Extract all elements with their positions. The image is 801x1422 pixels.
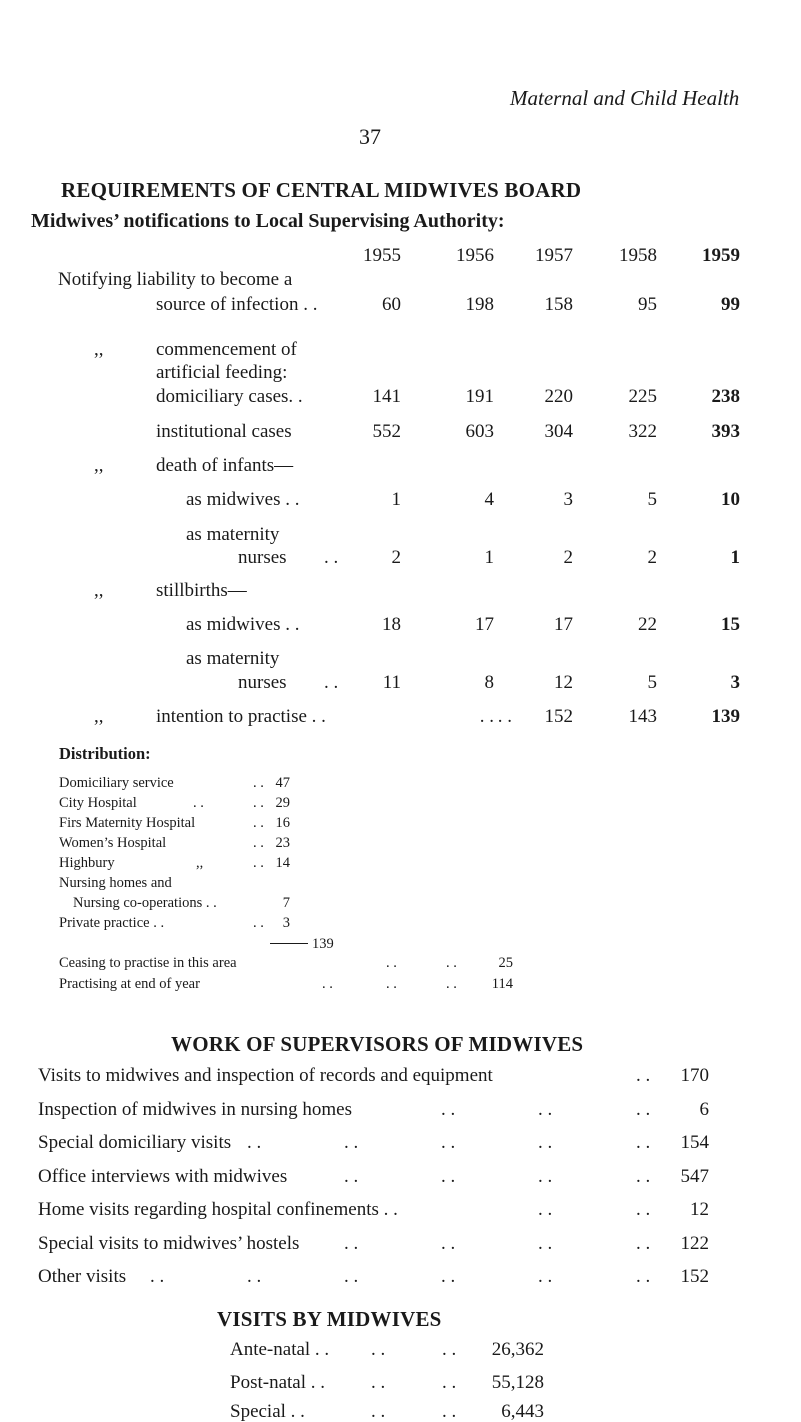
cell: 2 — [391, 547, 401, 568]
cell: 322 — [628, 421, 657, 442]
year-1955: 1955 — [363, 245, 401, 266]
leader-dots: . . — [324, 547, 339, 568]
leader-dots: . . — [247, 1266, 262, 1287]
section1-title: REQUIREMENTS OF CENTRAL MIDWIVES BOARD — [61, 178, 582, 202]
table-row-value: 122 — [680, 1233, 709, 1254]
table-row-label: Ante-natal . . — [230, 1339, 330, 1360]
leader-dots: . . — [446, 976, 457, 992]
cell: 95 — [638, 294, 657, 315]
table-row-value: 55,128 — [491, 1372, 544, 1393]
year-1957: 1957 — [535, 245, 573, 266]
table-row-value: 26,362 — [491, 1339, 544, 1360]
leader-dots: . . — [324, 672, 339, 693]
leader-dots: . . — [441, 1166, 456, 1187]
leader-dots: . . — [441, 1233, 456, 1254]
table-row-label: Other visits — [38, 1266, 127, 1287]
cell: 141 — [372, 386, 401, 407]
cell: 225 — [628, 386, 657, 407]
ditto-mark: ,, — [94, 706, 104, 727]
row-prefix: as maternity — [186, 648, 280, 669]
leader-dots: . . — [344, 1266, 359, 1287]
list-item-label: Nursing co-operations . . — [73, 895, 217, 911]
list-item-label: Domiciliary service — [59, 775, 174, 791]
leader-dots: . . — [253, 775, 264, 791]
cell: 603 — [465, 421, 494, 442]
list-item-label: Highbury — [59, 855, 115, 871]
leader-dots: . . — [442, 1401, 457, 1422]
cell: 139 — [711, 706, 740, 727]
practising-label: Practising at end of year — [59, 976, 200, 992]
leader-dots: . . — [386, 955, 397, 971]
leader-dots: . . — [442, 1339, 457, 1360]
row-label: intention to practise . . — [156, 706, 326, 727]
table-row-value: 547 — [680, 1166, 709, 1187]
cell: 22 — [638, 614, 657, 635]
cell: 152 — [544, 706, 573, 727]
cell: 5 — [647, 672, 657, 693]
leader-dots: . . — [150, 1266, 165, 1287]
list-item-label: Firs Maternity Hospital — [59, 815, 196, 831]
table-row-label: Special . . — [230, 1401, 305, 1422]
ditto-mark: ,, — [94, 455, 104, 476]
table-row-label: Home visits regarding hospital confinements . . — [38, 1199, 398, 1220]
leader-dots: . . — [538, 1266, 553, 1287]
year-1958: 1958 — [619, 245, 657, 266]
leader-dots: . . — [636, 1199, 651, 1220]
leader-dots: . . — [371, 1401, 386, 1422]
leader-dots: . . — [441, 1099, 456, 1120]
table-row-value: 12 — [690, 1199, 709, 1220]
row-label: institutional cases — [156, 421, 292, 442]
list-item-value: 23 — [275, 835, 290, 851]
cell: 220 — [544, 386, 573, 407]
cell: 552 — [372, 421, 401, 442]
leader-dots: . . — [538, 1132, 553, 1153]
table-row-value: 6,443 — [501, 1401, 544, 1422]
table-row-value: 152 — [680, 1266, 709, 1287]
leader-dots: . . — [253, 855, 264, 871]
ditto-mark: ,, — [94, 580, 104, 601]
table-row-label: Inspection of midwives in nursing homes — [38, 1099, 352, 1120]
practising-value: 114 — [491, 976, 513, 992]
list-item-value: 29 — [275, 795, 290, 811]
cell: 158 — [544, 294, 573, 315]
section2-title: WORK OF SUPERVISORS OF MIDWIVES — [171, 1032, 584, 1056]
list-item-label: Women’s Hospital — [59, 835, 167, 851]
leader-dots: . . — [636, 1099, 651, 1120]
table-row-label: Special visits to midwives’ hostels — [38, 1233, 300, 1254]
leader-dots: . . — [253, 915, 264, 931]
total-rule — [270, 943, 308, 944]
leader-dots: . . — [441, 1266, 456, 1287]
cell: 60 — [382, 294, 401, 315]
cell: 12 — [554, 672, 573, 693]
list-item-label: City Hospital — [59, 795, 137, 811]
cell: 1 — [730, 547, 740, 568]
distribution-title: Distribution: — [59, 744, 151, 763]
leader-dots: . . — [344, 1132, 359, 1153]
table-row-value: 154 — [680, 1132, 709, 1153]
row-label: domiciliary cases. . — [156, 386, 303, 407]
leader-dots: . . — [636, 1233, 651, 1254]
section1-subtitle: Midwives’ notifications to Local Supervising Authority: — [31, 210, 505, 232]
leader-dots: . . — [247, 1132, 262, 1153]
leader-dots: . . — [322, 976, 333, 992]
cell: 10 — [721, 489, 740, 510]
leader-dots: . . — [371, 1372, 386, 1393]
list-item-value: 3 — [282, 915, 290, 931]
leader-dots: . . — [538, 1199, 553, 1220]
row-prefix: as maternity — [186, 524, 280, 545]
row-label: as midwives . . — [186, 489, 300, 510]
ditto-mark: ,, — [196, 855, 204, 871]
cell: 3 — [563, 489, 573, 510]
cell: 18 — [382, 614, 401, 635]
ceasing-label: Ceasing to practise in this area — [59, 955, 237, 971]
table-row-value: 170 — [680, 1065, 709, 1086]
leader-dots: . . — [386, 976, 397, 992]
year-1959: 1959 — [702, 245, 740, 266]
cell: 17 — [475, 614, 494, 635]
leader-dots: . . — [253, 795, 264, 811]
cell: 238 — [711, 386, 740, 407]
running-title: Maternal and Child Health — [510, 86, 740, 110]
cell: 3 — [730, 672, 740, 693]
table-row-label: Post-natal . . — [230, 1372, 325, 1393]
cell: 1 — [391, 489, 401, 510]
row-label: nurses — [238, 547, 287, 568]
table-row-label: Special domiciliary visits — [38, 1132, 232, 1153]
list-item-label: Private practice . . — [59, 915, 165, 931]
cell: 393 — [711, 421, 740, 442]
list-item-value: 14 — [275, 855, 290, 871]
cell: 8 — [484, 672, 494, 693]
leader-dots: . . — [441, 1132, 456, 1153]
cell: 304 — [544, 421, 573, 442]
distribution-total: 139 — [312, 936, 334, 952]
row-prefix: stillbirths— — [156, 580, 247, 601]
cell: 2 — [647, 547, 657, 568]
leader-dots: . . — [636, 1065, 651, 1086]
row-label: as midwives . . — [186, 614, 300, 635]
cell: 2 — [563, 547, 573, 568]
leader-dots: . . — [446, 955, 457, 971]
cell: . . — [497, 706, 512, 727]
cell: 99 — [721, 294, 740, 315]
leader-dots: . . — [636, 1132, 651, 1153]
leader-dots: . . — [253, 835, 264, 851]
row-prefix: Notifying liability to become a — [58, 269, 293, 290]
table-row-label: Office interviews with midwives — [38, 1166, 288, 1187]
list-item-value: 16 — [275, 815, 290, 831]
leader-dots: . . — [344, 1166, 359, 1187]
leader-dots: . . — [538, 1099, 553, 1120]
leader-dots: . . — [538, 1166, 553, 1187]
table-row-label: Visits to midwives and inspection of records and equipment — [38, 1065, 493, 1086]
cell: 191 — [465, 386, 494, 407]
cell: 143 — [628, 706, 657, 727]
cell: . . — [479, 706, 494, 727]
cell: 1 — [484, 547, 494, 568]
row-label: nurses — [238, 672, 287, 693]
ceasing-value: 25 — [498, 955, 513, 971]
leader-dots: . . — [442, 1372, 457, 1393]
leader-dots: . . — [193, 795, 204, 811]
leader-dots: . . — [344, 1233, 359, 1254]
list-item-label: Nursing homes and — [59, 875, 172, 891]
cell: 17 — [554, 614, 573, 635]
cell: 5 — [647, 489, 657, 510]
leader-dots: . . — [636, 1266, 651, 1287]
leader-dots: . . — [371, 1339, 386, 1360]
leader-dots: . . — [253, 815, 264, 831]
list-item-value: 7 — [282, 895, 290, 911]
section3-title: VISITS BY MIDWIVES — [217, 1307, 442, 1331]
cell: 11 — [382, 672, 401, 693]
leader-dots: . . — [636, 1166, 651, 1187]
table-row-value: 6 — [699, 1099, 709, 1120]
row-prefix: death of infants— — [156, 455, 294, 476]
cell: 15 — [721, 614, 740, 635]
year-1956: 1956 — [456, 245, 494, 266]
ditto-mark: ,, — [94, 339, 104, 360]
row-prefix: commencement of — [156, 339, 297, 360]
leader-dots: . . — [538, 1233, 553, 1254]
row-prefix: artificial feeding: — [156, 362, 288, 383]
cell: 4 — [484, 489, 494, 510]
list-item-value: 47 — [275, 775, 290, 791]
page-number: 37 — [359, 124, 381, 149]
cell: 198 — [465, 294, 494, 315]
row-label: source of infection . . — [156, 294, 318, 315]
